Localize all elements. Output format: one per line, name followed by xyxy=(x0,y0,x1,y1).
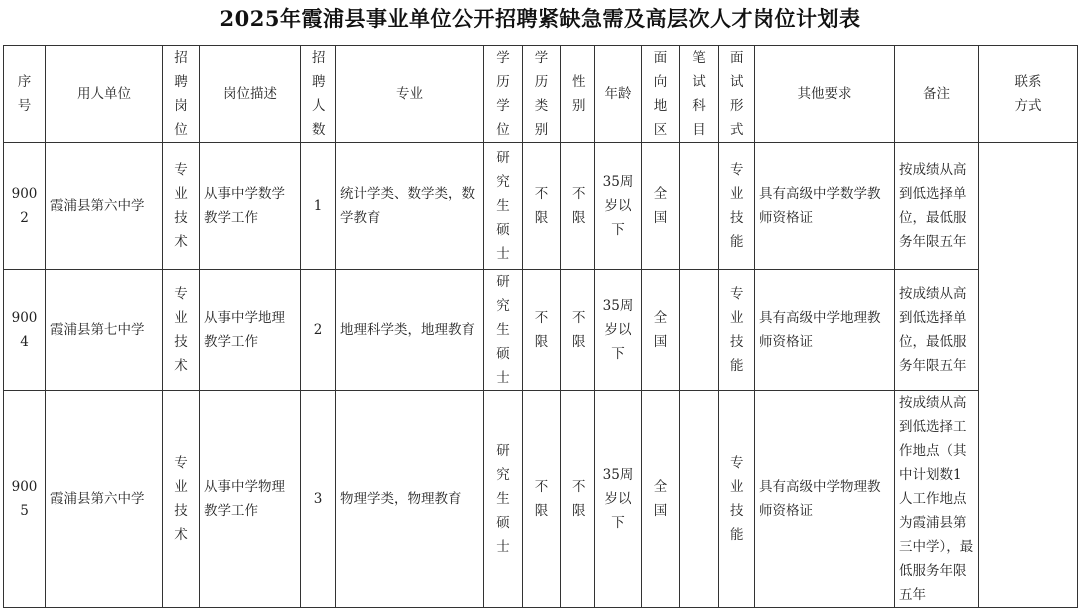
cell-other: 具有高级中学数学教师资格证 xyxy=(755,143,895,270)
table-row xyxy=(4,143,1078,270)
cell-degree: 研究生硕士 xyxy=(484,270,523,391)
header-cell: 专业 xyxy=(336,46,484,143)
cell-post: 专业技术 xyxy=(163,391,200,608)
cell-desc: 从事中学数学教学工作 xyxy=(200,143,301,270)
header-cell: 联系方式 xyxy=(979,46,1078,143)
header-cell: 用人单位 xyxy=(46,46,163,143)
cell-written xyxy=(680,391,719,608)
header-cell: 学历学位 xyxy=(484,46,523,143)
header-cell: 性别 xyxy=(561,46,595,143)
cell-contact xyxy=(979,143,1078,608)
cell-region: 全国 xyxy=(642,143,680,270)
cell-age: 35周岁以下 xyxy=(595,270,642,391)
header-cell: 面向地区 xyxy=(642,46,680,143)
cell-count: 3 xyxy=(301,391,336,608)
cell-interview: 专业技能 xyxy=(719,143,755,270)
table-row xyxy=(4,391,1078,608)
cell-gender: 不限 xyxy=(561,143,595,270)
cell-major: 地理科学类，地理教育 xyxy=(336,270,484,391)
header-cell: 学历类别 xyxy=(523,46,561,143)
cell-edu-type: 不限 xyxy=(523,391,561,608)
cell-post: 专业技术 xyxy=(163,143,200,270)
header-cell: 岗位描述 xyxy=(200,46,301,143)
table-row xyxy=(4,270,1078,391)
cell-other: 具有高级中学物理教师资格证 xyxy=(755,391,895,608)
header-cell: 年龄 xyxy=(595,46,642,143)
cell-region: 全国 xyxy=(642,391,680,608)
cell-degree: 研究生硕士 xyxy=(484,143,523,270)
header-cell: 招聘人数 xyxy=(301,46,336,143)
cell-note: 按成绩从高到低选择工作地点（其中计划数1人工作地点为霞浦县第三中学），最低服务年限五年 xyxy=(895,391,979,608)
cell-age: 35周岁以下 xyxy=(595,391,642,608)
cell-post: 专业技术 xyxy=(163,270,200,391)
cell-interview: 专业技能 xyxy=(719,270,755,391)
header-cell: 序号 xyxy=(4,46,46,143)
cell-degree: 研究生硕士 xyxy=(484,391,523,608)
cell-gender: 不限 xyxy=(561,391,595,608)
cell-id: 9002 xyxy=(4,143,46,270)
header-cell: 其他要求 xyxy=(755,46,895,143)
cell-written xyxy=(680,143,719,270)
cell-edu-type: 不限 xyxy=(523,143,561,270)
cell-count: 1 xyxy=(301,143,336,270)
cell-id: 9004 xyxy=(4,270,46,391)
page-title: 2025年霞浦县事业单位公开招聘紧缺急需及高层次人才岗位计划表 xyxy=(219,6,861,31)
cell-unit: 霞浦县第七中学 xyxy=(46,270,163,391)
cell-gender: 不限 xyxy=(561,270,595,391)
cell-note: 按成绩从高到低选择单位，最低服务年限五年 xyxy=(895,143,979,270)
cell-edu-type: 不限 xyxy=(523,270,561,391)
cell-desc: 从事中学地理教学工作 xyxy=(200,270,301,391)
cell-unit: 霞浦县第六中学 xyxy=(46,143,163,270)
header-row xyxy=(4,46,1078,143)
cell-note: 按成绩从高到低选择单位，最低服务年限五年 xyxy=(895,270,979,391)
cell-interview: 专业技能 xyxy=(719,391,755,608)
cell-count: 2 xyxy=(301,270,336,391)
cell-written xyxy=(680,270,719,391)
job-plan-table xyxy=(3,45,1078,608)
cell-unit: 霞浦县第六中学 xyxy=(46,391,163,608)
cell-major: 物理学类，物理教育 xyxy=(336,391,484,608)
cell-other: 具有高级中学地理教师资格证 xyxy=(755,270,895,391)
cell-region: 全国 xyxy=(642,270,680,391)
header-cell: 备注 xyxy=(895,46,979,143)
header-cell: 招聘岗位 xyxy=(163,46,200,143)
cell-age: 35周岁以下 xyxy=(595,143,642,270)
cell-id: 9005 xyxy=(4,391,46,608)
cell-desc: 从事中学物理教学工作 xyxy=(200,391,301,608)
header-cell: 笔试科目 xyxy=(680,46,719,143)
header-cell: 面试形式 xyxy=(719,46,755,143)
cell-major: 统计学类、数学类，数学教育 xyxy=(336,143,484,270)
